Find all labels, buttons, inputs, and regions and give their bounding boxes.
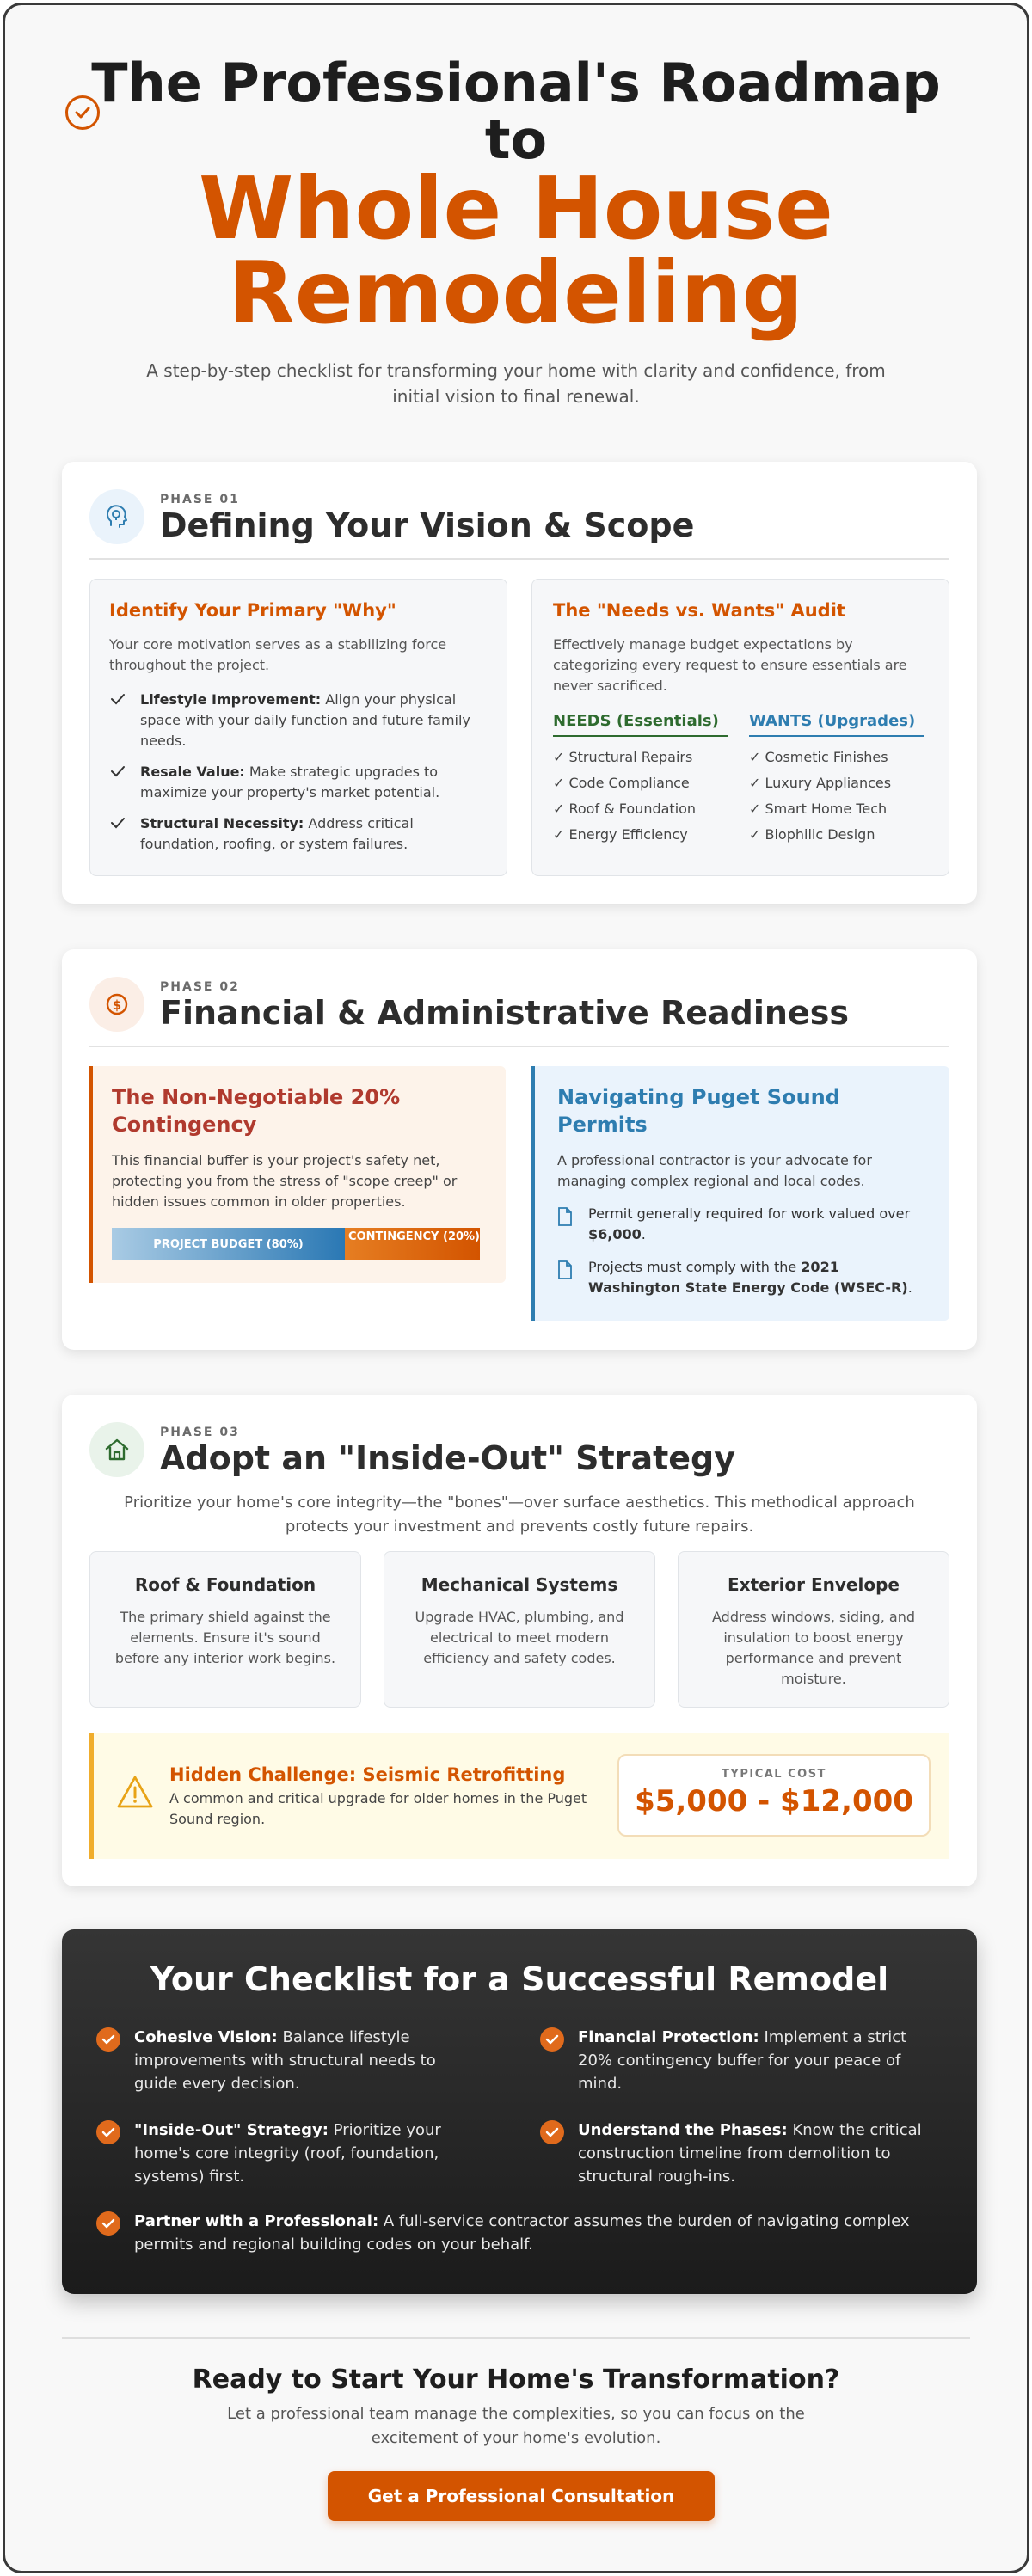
permits-body: A professional contractor is your advocate for managing complex regional and local codes. [557,1152,872,1189]
phase-1-divider [89,558,949,560]
permits-heading: Navigating Puget Sound Permits [557,1085,840,1137]
system-card-body: Address windows, siding, and insulation to boost energy performance and prevent moisture. [712,1609,915,1687]
permit-item-text: Permit generally required for work valued over $6,000. [588,1205,911,1242]
checklist-title: Your Checklist for a Successful Remodel [150,1960,889,1998]
contingency-heading: The Non-Negotiable 20% Contingency [112,1085,401,1137]
document-icon [557,1204,588,1245]
needs-item: ✓ Roof & Foundation [553,800,697,817]
page-frame [3,3,1029,2573]
hero-title-line1: The Professional's Roadmap [91,52,941,114]
system-card [384,1551,655,1708]
checklist-panel [62,1929,977,2294]
seismic-heading: Hidden Challenge: Seismic Retrofitting [169,1764,566,1785]
why-box [89,579,507,876]
why-item-text: Resale Value: Make strategic upgrades to maximize your property's market potential. [140,764,440,800]
checklist-item-text: Cohesive Vision: Balance lifestyle improvements with structural needs to guide every decision. [134,2028,436,2093]
why-intro: Your core motivation serves as a stabilizing force throughout the project. [109,636,447,673]
system-card-title: Mechanical Systems [421,1574,618,1595]
hero-title [57,52,975,171]
hero-highlight-line2: Remodeling [228,242,804,343]
system-card-body: The primary shield against the elements. Ensure it's sound before any interior work begins. [114,1609,336,1666]
check-icon [96,2120,120,2144]
check-icon [96,2027,120,2052]
wants-item: ✓ Luxury Appliances [749,775,892,791]
needs-column [553,712,728,847]
permit-item [557,1204,927,1245]
head-idea-icon [89,489,144,544]
wants-column [749,712,924,847]
check-icon [109,762,140,803]
warning-icon [116,1775,154,1812]
contingency-segment: CONTINGENCY (20%) [345,1228,480,1260]
checklist-item-text: Financial Protection: Implement a strict 20% contingency buffer for your peace of mind. [578,2028,907,2093]
check-icon [540,2027,564,2052]
check-icon [109,690,140,751]
wants-item: ✓ Cosmetic Finishes [749,749,888,765]
checklist-item [540,2119,936,2188]
cta-title: Ready to Start Your Home's Transformation? [192,2364,840,2395]
permit-item-text: Projects must comply with the 2021 Washington State Energy Code (WSEC-R). [588,1259,912,1296]
consultation-button[interactable]: Get a Professional Consultation [328,2471,715,2521]
cta-divider [62,2337,970,2339]
why-item-text: Lifestyle Improvement: Align your physical space with your daily function and future family needs. [140,691,470,749]
check-icon [96,2211,120,2236]
project-budget-segment: PROJECT BUDGET (80%) [112,1228,345,1260]
cost-value: $5,000 - $12,000 [635,1784,913,1819]
cta-subtitle: Let a professional team manage the complexities, so you can focus on the excitement of your home's evolution. [227,2405,805,2447]
phase-2-divider [89,1046,949,1047]
needs-item: ✓ Energy Efficiency [553,826,688,843]
contingency-body: This financial buffer is your project's safety net, protecting you from the stress of "scope creep" or hidden issues common in older properties. [112,1152,458,1210]
house-icon [89,1422,144,1477]
contingency-box [89,1066,506,1283]
checklist-item-text: "Inside-Out" Strategy: Prioritize your home's core integrity (roof, foundation, systems) first. [134,2121,441,2186]
needs-heading: NEEDS (Essentials) [553,712,728,737]
phase-1-card [62,462,977,904]
phase-1-label: PHASE 01 [160,493,240,506]
phase-3-intro: Prioritize your home's core integrity—the "bones"—over surface aesthetics. This methodical approach protects your investment and prevents costly future repairs. [124,1493,915,1536]
document-icon [557,1257,588,1298]
system-card-title: Exterior Envelope [728,1574,900,1595]
typical-cost-box [617,1754,931,1837]
checklist-item-text: Partner with a Professional: A full-service contractor assumes the burden of navigating complex permits and regional building codes on your behalf. [134,2212,910,2254]
budget-split-bar [112,1228,480,1260]
why-item [109,813,489,855]
phase-2-title: Financial & Administrative Readiness [160,994,849,1032]
cost-label: TYPICAL COST [722,1768,826,1781]
why-item [109,690,489,751]
phase-3-card [62,1395,977,1886]
phase-2-card [62,949,977,1350]
dollar-coin-icon [89,977,144,1032]
checklist-item-text: Understand the Phases: Know the critical construction timeline from demolition to structural rough-ins. [578,2121,922,2186]
needs-wants-box [531,579,949,876]
checklist-item [540,2026,936,2095]
phase-2-label: PHASE 02 [160,980,240,994]
svg-text:$: $ [112,997,122,1013]
hero-highlight-line1: Whole House [198,158,834,259]
wants-heading: WANTS (Upgrades) [749,712,924,737]
permits-box [531,1066,949,1321]
audit-intro: Effectively manage budget expectations by categorizing every request to ensure essentials are never sacrificed. [553,636,907,694]
hero-title-highlight [57,158,975,343]
checklist-item [96,2119,475,2188]
audit-heading: The "Needs vs. Wants" Audit [553,600,845,621]
why-item [109,762,489,803]
wants-item: ✓ Smart Home Tech [749,800,888,817]
hero-title-line2: to [484,108,548,171]
seismic-body: A common and critical upgrade for older homes in the Puget Sound region. [169,1790,587,1827]
hero-subtitle: A step-by-step checklist for transforming your home with clarity and confidence, from initial vision to final renewal. [146,360,886,407]
checklist-item [96,2026,475,2095]
phase-1-title: Defining Your Vision & Scope [160,506,695,544]
why-item-text: Structural Necessity: Address critical foundation, roofing, or system failures. [140,815,414,852]
system-card [89,1551,361,1708]
needs-item: ✓ Structural Repairs [553,749,693,765]
system-card [678,1551,949,1708]
checklist-item [96,2210,931,2256]
check-icon [109,813,140,855]
phase-3-label: PHASE 03 [160,1426,240,1439]
needs-item: ✓ Code Compliance [553,775,690,791]
phase-3-title: Adopt an "Inside-Out" Strategy [160,1439,735,1477]
system-card-title: Roof & Foundation [134,1574,316,1595]
check-icon [540,2120,564,2144]
wants-item: ✓ Biophilic Design [749,826,875,843]
seismic-callout [89,1733,949,1859]
permit-item [557,1257,927,1298]
system-card-body: Upgrade HVAC, plumbing, and electrical to meet modern efficiency and safety codes. [415,1609,624,1666]
why-heading: Identify Your Primary "Why" [109,600,396,621]
